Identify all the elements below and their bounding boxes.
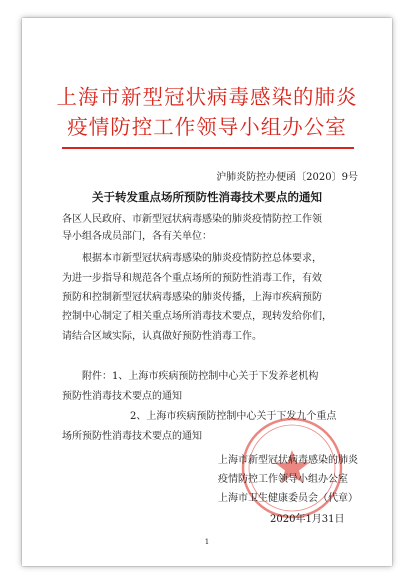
signature-org-2: 疫情防控工作领导小组办公室 [218, 474, 348, 485]
body-line-4: 控制中心制定了相关重点场所消毒技术要点，现转发给你们， [62, 311, 332, 322]
document-page [22, 18, 392, 566]
body-line-5: 请结合区域实际，认真做好预防性消毒工作。 [62, 331, 262, 342]
signature-date: 2020年1月31日 [270, 514, 345, 525]
attachment-2-line-2: 场所预防性消毒技术要点的通知 [62, 431, 202, 442]
attachment-1-line-1: 附件：1、上海市疾病预防控制中心关于下发养老机构 [82, 371, 319, 382]
document-number: 沪肺炎防控办便函〔2020〕9号 [216, 172, 358, 183]
body-line-2: 为进一步指导和规范各个重点场所的预防性消毒工作，有效 [62, 273, 322, 284]
attachment-2-line-1: 2、上海市疾病预防控制中心关于下发九个重点 [130, 411, 337, 422]
body-line-1: 根据本市新型冠状病毒感染的肺炎疫情防控总体要求， [82, 253, 322, 264]
header-line-1: 上海市新型冠状病毒感染的肺炎 [56, 85, 358, 109]
body-line-3: 预防和控制新型冠状病毒感染的肺炎传播，上海市疾病预防 [62, 292, 322, 303]
header-line-2: 疫情防控工作领导小组办公室 [67, 115, 347, 139]
header-divider [62, 147, 354, 149]
signature-org-1: 上海市新型冠状病毒感染的肺炎 [218, 455, 358, 466]
document-title: 关于转发重点场所预防性消毒技术要点的通知 [92, 190, 322, 204]
attachment-1-line-2: 预防性消毒技术要点的通知 [62, 391, 182, 402]
addressee-line-2: 导小组各成员部门，各有关单位： [62, 231, 212, 242]
signature-org-3: 上海市卫生健康委员会（代章） [218, 493, 358, 504]
page-number: 1 [204, 538, 210, 546]
addressee-line-1: 各区人民政府、市新型冠状病毒感染的肺炎疫情防控工作领 [62, 214, 322, 225]
